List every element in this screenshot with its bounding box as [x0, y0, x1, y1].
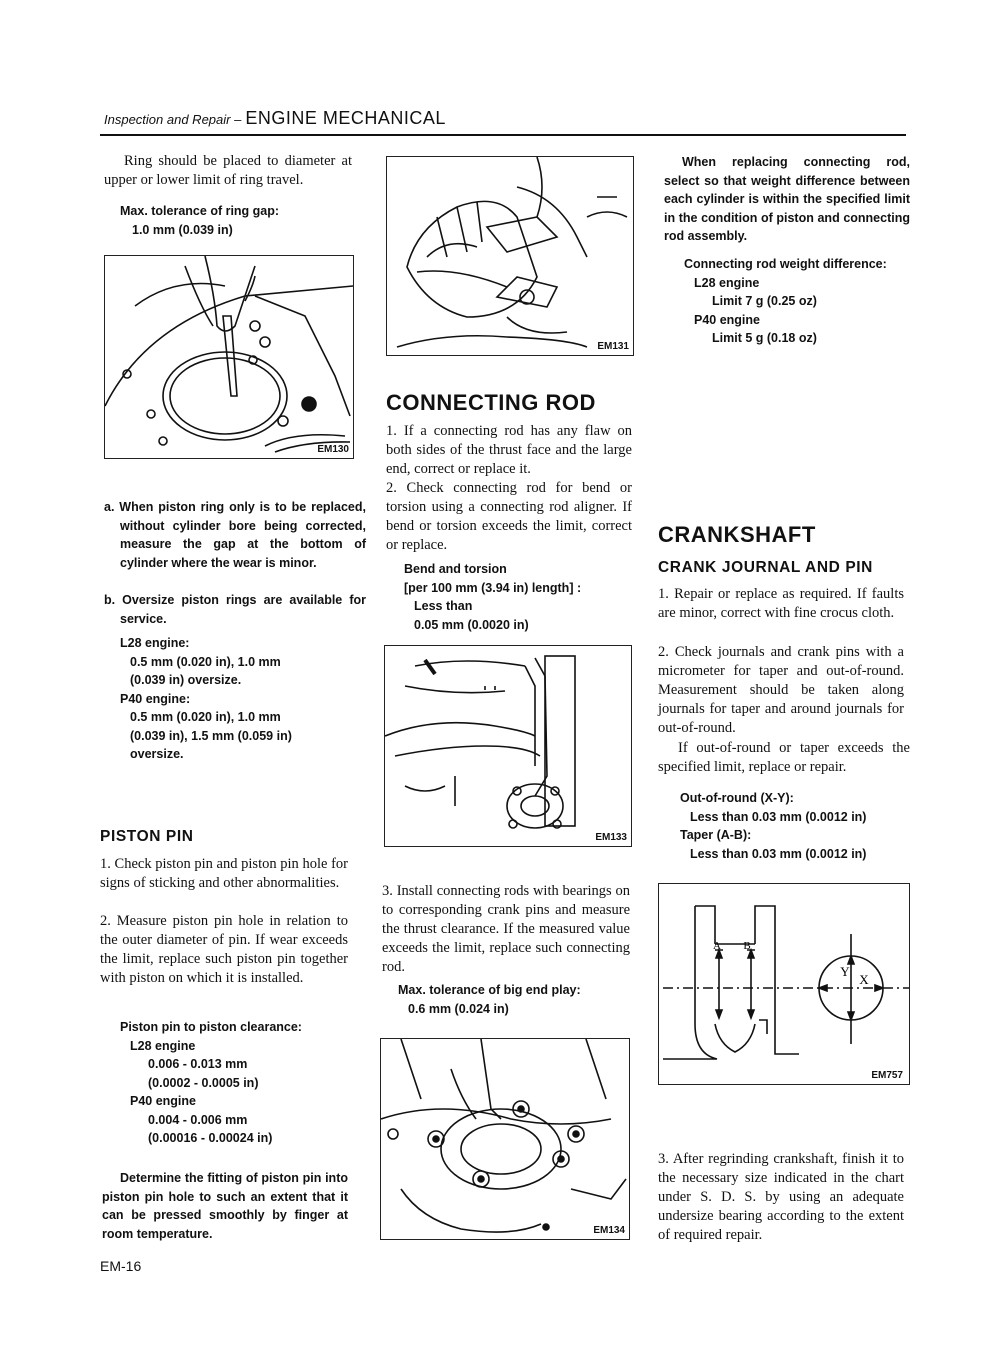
- weight-l28-value: Limit 7 g (0.25 oz): [712, 294, 817, 308]
- big-end-spec: [398, 981, 581, 1018]
- crank-step-1: 1. Repair or replace as required. If faults are minor, correct with fine crocus cloth.: [658, 586, 904, 621]
- figure-em130: [104, 255, 354, 459]
- crank-journal-heading: CRANK JOURNAL AND PIN: [658, 559, 873, 576]
- fig-em130-label: EM130: [317, 444, 349, 455]
- fig-em134-label: EM134: [593, 1225, 625, 1236]
- rod-step-3: 3. Install connecting rods with bearings on to corresponding crank pins and measure the thrust clearance. If the measured value exceeds the limit, replace such connecting rod.: [382, 883, 630, 975]
- clearance-l28-mm: 0.006 - 0.013 mm: [148, 1057, 248, 1071]
- label-b: B: [743, 940, 751, 952]
- note-a-text: a. When piston ring only is to be replaced, without cylinder bore being corrected, measure the gap at the bottom of cylinder where the wear is minor.: [104, 500, 366, 570]
- bend-less: Less than: [414, 599, 473, 613]
- crankshaft-heading: CRANKSHAFT: [658, 522, 816, 547]
- crank-out-of-round-para: If out-of-round or taper exceeds the specified limit, replace or repair.: [658, 740, 910, 775]
- bend-torsion-spec: [404, 560, 581, 634]
- bend-label: Bend and torsion: [404, 562, 507, 576]
- weight-spec: [684, 255, 887, 348]
- clearance-l28: L28 engine: [130, 1038, 196, 1053]
- figure-em757: [658, 883, 910, 1085]
- ring-gap-spec: [120, 202, 279, 239]
- oversize-l28-label: L28 engine:: [120, 636, 190, 650]
- header-section-italic: Inspection and Repair –: [104, 112, 242, 127]
- figure-em131: [386, 156, 634, 356]
- connecting-rod-heading: CONNECTING ROD: [386, 390, 596, 415]
- header-section-title: ENGINE MECHANICAL: [245, 108, 446, 128]
- crank-journal-diagram: [659, 884, 909, 1084]
- fig-em757-label: EM757: [871, 1070, 903, 1081]
- clearance-label: Piston pin to piston clearance:: [120, 1020, 302, 1034]
- oversize-p40-label: P40 engine:: [120, 691, 191, 706]
- crank-spec: [680, 789, 866, 863]
- clearance-p40: P40 engine: [130, 1094, 196, 1108]
- weight-l28: L28 engine: [694, 275, 760, 290]
- piston-pin-heading: PISTON PIN: [100, 828, 194, 845]
- oversize-spec: [120, 634, 292, 764]
- oversize-p40-line3: oversize.: [130, 747, 184, 761]
- clearance-p40-mm: 0.004 - 0.006 mm: [148, 1112, 248, 1127]
- ring-intro-text: Ring should be placed to diameter at upper or lower limit of ring travel.: [104, 153, 352, 188]
- oor-label: Out-of-round (X-Y):: [680, 791, 794, 805]
- rod-step-1: 1. If a connecting rod has any flaw on both sides of the thrust face and the large end, correct or replace it.: [386, 423, 632, 477]
- fitting-note: Determine the fitting of piston pin into piston pin hole to such an extent that it can be pressed smoothly by finger at room temperature.: [102, 1171, 348, 1241]
- header-rule: [100, 134, 906, 136]
- figure-em133: [384, 645, 632, 847]
- ring-gap-value: 1.0 mm (0.039 in): [132, 222, 233, 237]
- pin-step-1: 1. Check piston pin and piston pin hole for signs of sticking and other abnormalities.: [100, 856, 348, 891]
- big-end-value: 0.6 mm (0.024 in): [408, 1001, 509, 1016]
- weight-p40-value: Limit 5 g (0.18 oz): [712, 331, 817, 345]
- oor-value: Less than 0.03 mm (0.0012 in): [690, 809, 867, 824]
- pin-step-2: 2. Measure piston pin hole in relation to the outer diameter of pin. If wear exceeds the limit, replace such piston pin together with piston on which it is installed.: [100, 913, 348, 986]
- clearance-l28-in: (0.0002 - 0.0005 in): [148, 1075, 259, 1090]
- taper-label: Taper (A-B):: [680, 828, 752, 842]
- bend-per: [per 100 mm (3.94 in) length] :: [404, 580, 582, 595]
- weight-label: Connecting rod weight difference:: [684, 257, 887, 271]
- oversize-p40-line2: (0.039 in), 1.5 mm (0.059 in): [130, 728, 292, 743]
- page-number: EM-16: [100, 1258, 142, 1274]
- label-a: A: [713, 940, 721, 952]
- weight-p40: P40 engine: [694, 312, 760, 327]
- oversize-l28-line2: (0.039 in) oversize.: [130, 673, 242, 687]
- label-y: Y: [840, 964, 850, 979]
- figure-em134: [380, 1038, 630, 1240]
- taper-value: Less than 0.03 mm (0.0012 in): [690, 846, 867, 861]
- pin-clearance-spec: [120, 1018, 302, 1148]
- clearance-p40-in: (0.00016 - 0.00024 in): [148, 1131, 273, 1145]
- crank-step-3: 3. After regrinding crankshaft, finish it to the necessary size indicated in the chart under S. D. S. by using an adequate undersize bearing according to the extent of required repair.: [658, 1151, 904, 1243]
- ring-gap-label: Max. tolerance of ring gap:: [120, 204, 280, 218]
- weight-difference-note: When replacing connecting rod, select so that weight difference between each cylinder is within the specified limit in the condition of piston and connecting rod assembly.: [664, 155, 910, 243]
- oversize-p40-line1: 0.5 mm (0.020 in), 1.0 mm: [130, 710, 281, 724]
- oversize-l28-line1: 0.5 mm (0.020 in), 1.0 mm: [130, 654, 281, 669]
- piston-ring-gap-illustration: [105, 256, 353, 458]
- crank-step-2: 2. Check journals and crank pins with a micrometer for taper and out-of-round. Measurement should be taken along journals for taper and around journals for out-of-round.: [658, 644, 904, 736]
- big-end-label: Max. tolerance of big end play:: [398, 983, 581, 997]
- fig-em131-label: EM131: [597, 341, 629, 352]
- rod-aligner-illustration: [385, 646, 631, 846]
- rod-step-2: 2. Check connecting rod for bend or torsion using a connecting rod aligner. If bend or torsion exceeds the limit, correct or replace.: [386, 480, 632, 553]
- note-b-text: b. Oversize piston rings are available for service.: [104, 593, 366, 626]
- piston-pin-check-illustration: [387, 157, 633, 355]
- bend-value: 0.05 mm (0.0020 in): [414, 617, 529, 632]
- page-header: [104, 108, 904, 129]
- big-end-play-illustration: [381, 1039, 629, 1239]
- fig-em133-label: EM133: [595, 832, 627, 843]
- label-x: X: [859, 972, 869, 987]
